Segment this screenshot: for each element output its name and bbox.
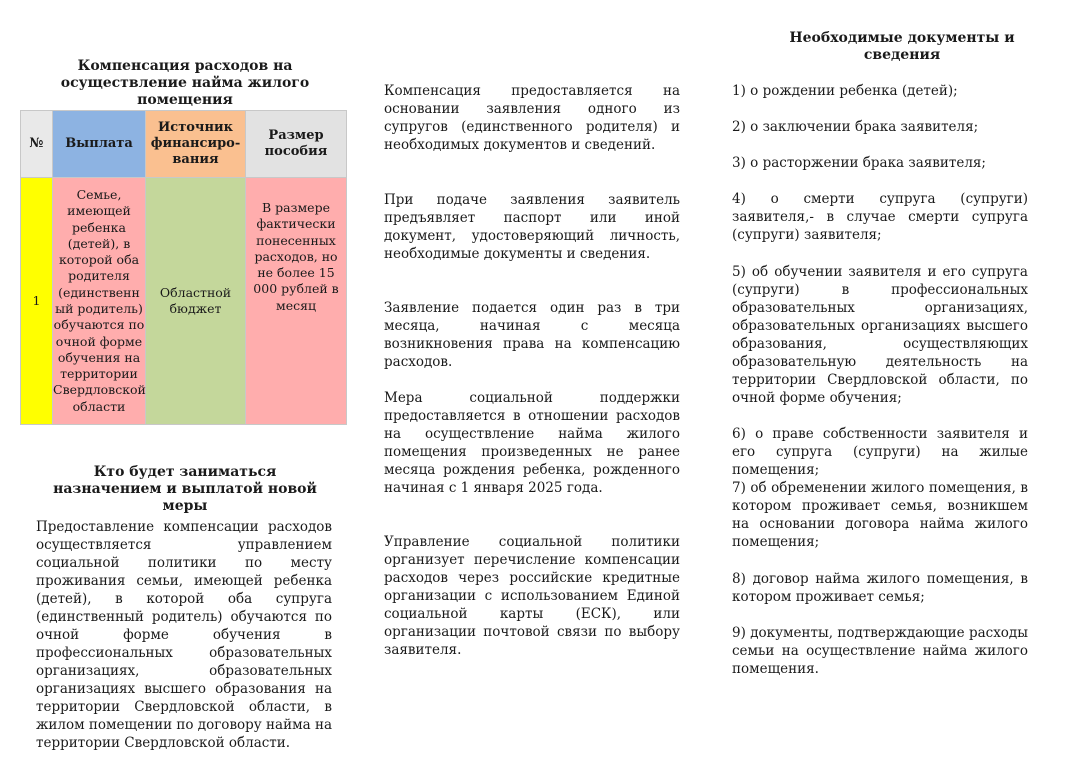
cell-benefit-size bbox=[246, 178, 347, 425]
cell-payment: Семье, имеющей ребенка (детей), в которой оба родителя (единственн ый родитель) обучаются по очной форме обучения на территории Свердловской области bbox=[53, 178, 146, 425]
header-payment: Выплата bbox=[53, 111, 146, 178]
list-item: 5) об обучении заявителя и его супруга (супруги) в профессиональных образовательных организациях, образовательных организациях высшего образования, осуществляющих образовательную деятельность на территории Свердловской области, по очной форме обучения; bbox=[732, 264, 1028, 406]
list-item: 7) об обременении жилого помещения, в котором проживает семья, возникшем на основании договора найма жилого помещения; bbox=[732, 480, 1028, 550]
who-heading: Кто будет заниматься назначением и выплатой новой меры bbox=[53, 464, 317, 514]
list-item: 1) о рождении ребенка (детей); bbox=[732, 83, 958, 99]
list-item: 9) документы, подтверждающие расходы семьи на осуществление найма жилого помещения. bbox=[732, 625, 1028, 677]
table-header-row bbox=[21, 111, 347, 178]
cell-number: 1 bbox=[21, 178, 53, 425]
list-item: 6) о праве собственности заявителя и его супруга (супруги) на жилые помещения; bbox=[732, 426, 1028, 478]
table-row bbox=[21, 178, 347, 425]
list-item: 2) о заключении брака заявителя; bbox=[732, 119, 979, 135]
header-funding-source: Источник финансиро-вания bbox=[146, 111, 246, 178]
list-item: 4) о смерти супруга (супруги) заявителя,- в случае смерти супруга (супруги) заявителя; bbox=[732, 191, 1028, 243]
paragraph-transfer: Управление социальной политики организует перечисление компенсации расходов через российские кредитные организации с использованием Единой социальной карты (ЕСК), или организации почтовой связи по выбору заявителя. bbox=[384, 534, 680, 658]
cell-funding-source: Областной бюджет bbox=[146, 178, 246, 425]
paragraph-documents: При подаче заявления заявитель предъявляет паспорт или иной документ, удостоверяющий личность, необходимые документы и сведения. bbox=[384, 192, 680, 262]
list-item: 3) о расторжении брака заявителя; bbox=[732, 155, 986, 171]
paragraph-frequency: Заявление подается один раз в три месяца, начиная с месяца возникновения права на компенсацию расходов. bbox=[384, 300, 680, 370]
header-benefit-size: Размер пособия bbox=[246, 111, 347, 178]
compensation-heading: Компенсация расходов на осуществление найма жилого помещения bbox=[60, 58, 310, 108]
benefit-size-text: В размере фактически понесенных расходов, но не более 15 000 рублей в месяц bbox=[253, 200, 339, 313]
payment-table bbox=[20, 110, 347, 425]
documents-heading: Необходимые документы и сведения bbox=[789, 30, 1015, 63]
list-item: 8) договор найма жилого помещения, в котором проживает семья; bbox=[732, 571, 1028, 605]
header-number: № bbox=[21, 111, 53, 178]
who-paragraph: Предоставление компенсации расходов осуществляется управлением социальной политики по месту проживания семьи, имеющей ребенка (детей), в которой оба супруга (единственный родитель) обучаются по очной форме обучения в профессиональных образовательных организациях, образовательных организациях высшего образования на территории Свердловской области, в жилом помещении по договору найма на территории Свердловской области. bbox=[36, 519, 332, 751]
paragraph-scope: Мера социальной поддержки предоставляется в отношении расходов на осуществление найма жилого помещения произведенных не ранее месяца рождения ребенка, рожденного начиная с 1 января 2025 года. bbox=[384, 390, 680, 496]
paragraph-basis: Компенсация предоставляется на основании заявления одного из супругов (единственного родителя) и необходимых документов и сведений. bbox=[384, 83, 680, 153]
